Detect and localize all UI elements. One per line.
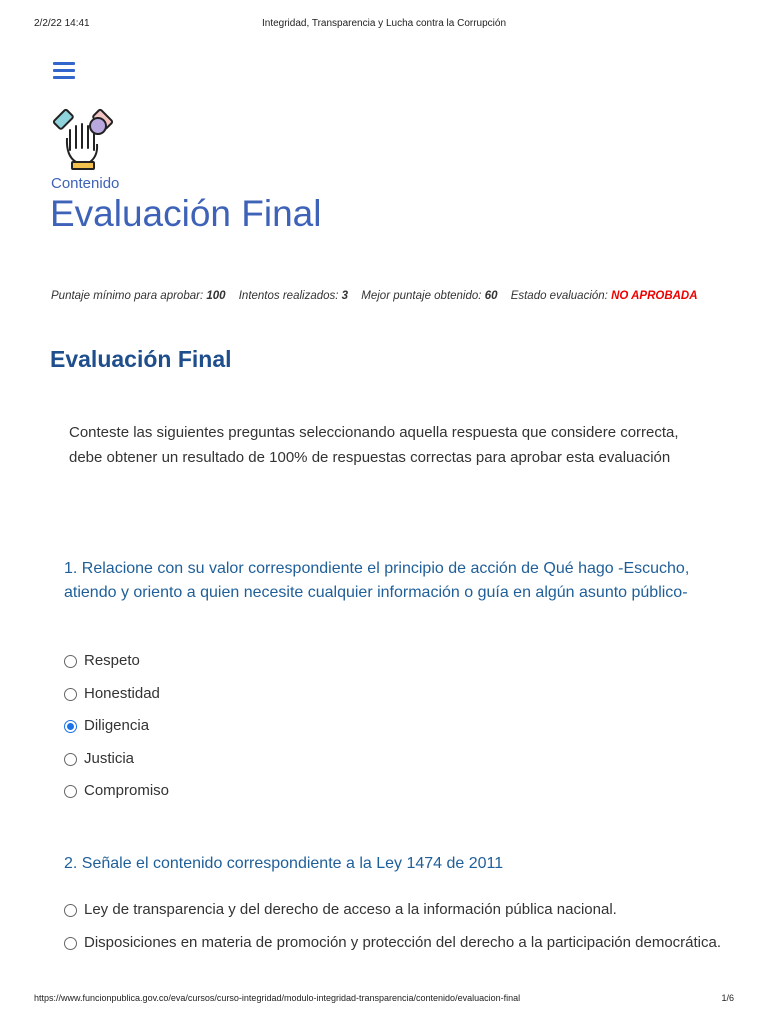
option-ley-transparencia[interactable] [64, 897, 724, 922]
radio-button[interactable] [64, 688, 77, 701]
option-label: Ley de transparencia y del derecho de acceso a la información pública nacional. [84, 901, 617, 918]
status-label: Estado evaluación: [510, 290, 608, 302]
question-1-options [64, 650, 724, 813]
print-document-title: Integridad, Transparencia y Lucha contra la Corrupción [261, 18, 507, 29]
option-respeto[interactable] [64, 650, 724, 683]
radio-button[interactable] [64, 904, 77, 917]
instructions-text: Conteste las siguientes preguntas seleccionando aquella respuesta que considere correcta, debe obtener un resultado de 100% de respuestas correctas para aprobar esta evaluación [69, 424, 679, 466]
attempts-value: 3 [341, 290, 349, 302]
option-label: Justicia [84, 749, 135, 767]
option-label: Disposiciones en materia de promoción y protección del derecho a la participación democrática. [84, 934, 722, 951]
radio-button[interactable] [64, 937, 77, 950]
breadcrumb[interactable]: Contenido [51, 175, 120, 192]
status-badge: NO APROBADA [611, 290, 698, 302]
radio-button[interactable] [64, 655, 77, 668]
menu-icon[interactable] [53, 62, 75, 80]
page-title: Evaluación Final [50, 193, 322, 234]
option-honestidad[interactable] [64, 683, 724, 716]
question-2-options [64, 897, 724, 963]
print-date: 2/2/22 14:41 [34, 18, 90, 29]
radio-button[interactable] [64, 753, 77, 766]
min-score-label: Puntaje mínimo para aprobar: [51, 290, 204, 302]
option-label: Respeto [84, 652, 140, 669]
radio-button[interactable] [64, 785, 77, 798]
option-justicia[interactable] [64, 748, 724, 781]
option-label: Diligencia [84, 717, 150, 734]
option-diligencia[interactable] [64, 715, 724, 748]
print-url: https://www.funcionpublica.gov.co/eva/cursos/curso-integridad/modulo-integridad-transparencia/contenido/evaluacion-final [34, 993, 521, 1003]
best-score-value: 60 [484, 290, 498, 302]
option-participacion-democratica[interactable] [64, 930, 724, 955]
option-label: Honestidad [84, 684, 160, 702]
min-score-value: 100 [206, 290, 226, 302]
evaluation-stats [51, 284, 731, 308]
question-2-text: 2. Señale el contenido correspondiente a la Ley 1474 de 2011 [64, 855, 504, 872]
option-compromiso[interactable] [64, 780, 724, 813]
section-title: Evaluación Final [50, 346, 232, 372]
option-label: Compromiso [84, 782, 170, 799]
best-score-label: Mejor puntaje obtenido: [361, 290, 482, 302]
page-number: 1/6 [721, 993, 734, 1003]
attempts-label: Intentos realizados: [238, 290, 339, 302]
radio-button-selected[interactable] [64, 720, 77, 733]
hands-together-icon [48, 104, 118, 174]
question-1-text: 1. Relacione con su valor correspondiente el principio de acción de Qué hago -Escucho, atiendo y oriento a quien necesite cualquier información o guía en algún asunto público- [64, 560, 690, 601]
